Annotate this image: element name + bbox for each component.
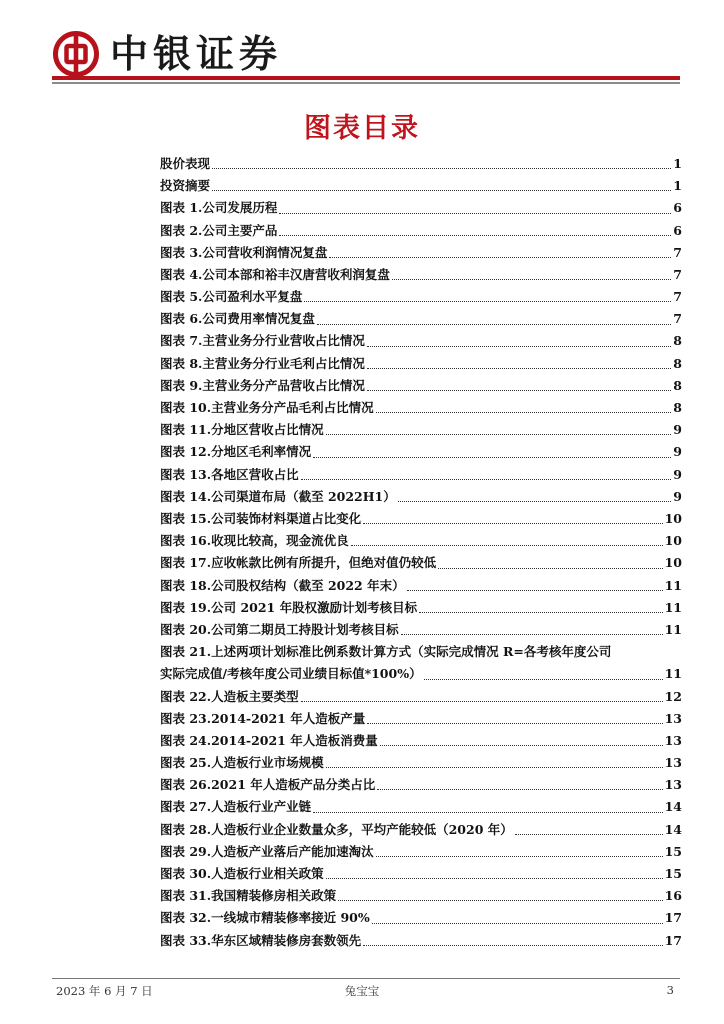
toc-entry-label-continued: 实际完成值/考核年度公司业绩目标值*100%） xyxy=(160,666,422,682)
toc-entry[interactable] xyxy=(160,397,682,419)
toc-entry-label: 图表 3.公司营收利润情况复盘 xyxy=(160,244,328,260)
toc-dot-leader xyxy=(438,568,662,569)
toc-entry-label: 图表 27.人造板行业产业链 xyxy=(160,799,312,815)
toc-dot-leader xyxy=(367,346,671,347)
toc-dot-leader xyxy=(407,590,663,591)
toc-entry[interactable] xyxy=(160,930,682,952)
header-rule-gray xyxy=(52,82,680,84)
toc-entry-label: 图表 22.人造板主要类型 xyxy=(160,688,299,704)
toc-entry[interactable] xyxy=(160,863,682,885)
toc-entry[interactable] xyxy=(160,796,682,818)
toc-dot-leader xyxy=(326,767,663,768)
toc-entry-page: 14 xyxy=(664,799,682,815)
toc-entry-page: 17 xyxy=(664,932,682,948)
toc-dot-leader xyxy=(317,324,671,325)
toc-entry[interactable] xyxy=(160,242,682,264)
toc-dot-leader xyxy=(398,501,672,502)
toc-entry-label: 图表 32.一线城市精装修率接近 90% xyxy=(160,910,370,926)
toc-entry-page: 7 xyxy=(673,289,682,305)
toc-entry-label: 图表 11.分地区营收占比情况 xyxy=(160,422,324,438)
toc-entry-label: 图表 4.公司本部和裕丰汉唐营收利润复盘 xyxy=(160,266,390,282)
toc-entry-page: 9 xyxy=(673,444,682,460)
toc-entry-label: 图表 1.公司发展历程 xyxy=(160,200,278,216)
toc-entry-label: 图表 12.分地区毛利率情况 xyxy=(160,444,312,460)
toc-entry-page: 15 xyxy=(664,843,682,859)
toc-entry-label: 图表 25.人造板行业市场规模 xyxy=(160,755,324,771)
toc-entry-label: 图表 23.2014-2021 年人造板产量 xyxy=(160,710,366,726)
toc-entry-label: 图表 21.上述两项计划标准比例系数计算方式（实际完成情况 R=各考核年度公司 xyxy=(160,644,612,660)
toc-entry-label: 图表 29.人造板产业落后产能加速淘汰 xyxy=(160,843,374,859)
toc-dot-leader xyxy=(212,168,671,169)
brand-name: 中银证券 xyxy=(110,32,283,76)
toc-entry[interactable] xyxy=(160,708,682,730)
toc-entry-label: 图表 5.公司盈利水平复盘 xyxy=(160,289,303,305)
toc-entry[interactable] xyxy=(160,752,682,774)
toc-entry-label: 图表 7.主营业务分行业营收占比情况 xyxy=(160,333,365,349)
toc-entry[interactable] xyxy=(160,375,682,397)
toc-entry-label: 图表 31.我国精装修房相关政策 xyxy=(160,888,337,904)
toc-dot-leader xyxy=(380,745,663,746)
toc-dot-leader xyxy=(279,235,671,236)
toc-dot-leader xyxy=(363,523,662,524)
toc-entry-label: 投资摘要 xyxy=(160,178,211,194)
toc-entry-page: 7 xyxy=(673,311,682,327)
toc-entry-label: 图表 24.2014-2021 年人造板消费量 xyxy=(160,732,378,748)
toc-entry-label: 图表 14.公司渠道布局（截至 2022H1） xyxy=(160,488,396,504)
toc-entry-label: 图表 9.主营业务分产品营收占比情况 xyxy=(160,377,365,393)
toc-entry[interactable] xyxy=(160,308,682,330)
toc-entry[interactable] xyxy=(160,885,682,907)
toc-entry-page: 16 xyxy=(664,888,682,904)
toc-entry-label: 图表 17.应收帐款比例有所提升，但绝对值仍较低 xyxy=(160,555,437,571)
toc-dot-leader xyxy=(376,856,663,857)
toc-dot-leader xyxy=(301,701,663,702)
toc-entry-page: 8 xyxy=(673,355,682,371)
toc-entry[interactable] xyxy=(160,641,682,685)
toc-dot-leader xyxy=(326,434,672,435)
toc-entry-page: 8 xyxy=(673,333,682,349)
toc-entry-page: 14 xyxy=(664,821,682,837)
toc-dot-leader xyxy=(367,368,671,369)
toc-entry[interactable] xyxy=(160,530,682,552)
toc-dot-leader xyxy=(304,301,671,302)
toc-entry-label: 图表 6.公司费用率情况复盘 xyxy=(160,311,315,327)
toc-dot-leader xyxy=(279,213,671,214)
toc-entry-page: 13 xyxy=(664,777,682,793)
toc-entry[interactable] xyxy=(160,619,682,641)
toc-entry-page: 13 xyxy=(664,755,682,771)
toc-dot-leader xyxy=(351,545,663,546)
toc-entry-label: 图表 30.人造板行业相关政策 xyxy=(160,866,324,881)
toc-entry-page: 9 xyxy=(673,466,682,482)
toc-entry-line2 xyxy=(160,663,682,685)
toc-entry[interactable] xyxy=(160,441,682,463)
toc-dot-leader xyxy=(377,789,662,790)
toc-entry[interactable] xyxy=(160,686,682,708)
toc-entry[interactable] xyxy=(160,774,682,796)
toc-dot-leader xyxy=(515,834,663,835)
toc-dot-leader xyxy=(424,679,663,680)
toc-dot-leader xyxy=(367,390,671,391)
toc-entry-label: 图表 2.公司主要产品 xyxy=(160,222,278,238)
toc-entry-page: 10 xyxy=(664,510,682,526)
toc-dot-leader xyxy=(326,878,663,879)
toc-entry[interactable] xyxy=(160,464,682,486)
toc-entry[interactable] xyxy=(160,264,682,286)
table-of-contents xyxy=(160,153,682,952)
toc-entry[interactable] xyxy=(160,575,682,597)
footer-rule xyxy=(52,978,680,979)
toc-dot-leader xyxy=(376,412,672,413)
toc-entry[interactable] xyxy=(160,175,682,197)
toc-entry[interactable] xyxy=(160,819,682,841)
toc-entry-page: 6 xyxy=(673,222,682,238)
toc-entry-label: 图表 13.各地区营收占比 xyxy=(160,466,299,482)
header-rule-red xyxy=(52,76,680,80)
toc-entry[interactable] xyxy=(160,597,682,619)
toc-entry[interactable] xyxy=(160,331,682,353)
toc-entry-label: 图表 28.人造板行业企业数量众多，平均产能较低（2020 年） xyxy=(160,821,513,837)
toc-entry-page: 17 xyxy=(664,910,682,926)
toc-entry-label: 图表 16.收现比较高，现金流优良 xyxy=(160,533,349,549)
toc-dot-leader xyxy=(363,945,662,946)
toc-entry[interactable] xyxy=(160,153,682,175)
toc-entry-page: 8 xyxy=(673,400,682,416)
toc-dot-leader xyxy=(401,634,663,635)
toc-entry-page: 11 xyxy=(664,599,682,615)
toc-entry-page: 13 xyxy=(664,710,682,726)
toc-entry[interactable] xyxy=(160,419,682,441)
toc-entry-page: 12 xyxy=(664,688,682,704)
page-header xyxy=(52,24,680,82)
toc-entry-label: 图表 8.主营业务分行业毛利占比情况 xyxy=(160,355,365,371)
toc-entry-page: 1 xyxy=(673,155,682,171)
toc-title: 图表目录 xyxy=(304,113,420,144)
toc-entry[interactable] xyxy=(160,907,682,929)
footer-company: 兔宝宝 xyxy=(344,984,380,998)
toc-entry[interactable] xyxy=(160,841,682,863)
toc-entry-page: 6 xyxy=(673,200,682,216)
toc-entry-label: 图表 33.华东区域精装修房套数领先 xyxy=(160,932,362,948)
toc-dot-leader xyxy=(301,479,672,480)
footer-date: 2023 年 6 月 7 日 xyxy=(56,984,153,998)
toc-dot-leader xyxy=(338,900,662,901)
toc-entry-label: 股价表现 xyxy=(160,155,211,171)
toc-entry-page: 9 xyxy=(673,488,682,504)
toc-entry-page: 9 xyxy=(673,422,682,438)
toc-entry[interactable] xyxy=(160,730,682,752)
toc-dot-leader xyxy=(372,923,663,924)
toc-entry-label: 图表 18.公司股权结构（截至 2022 年末） xyxy=(160,577,405,593)
toc-entry-line1 xyxy=(160,641,682,663)
toc-entry-page: 11 xyxy=(664,621,682,637)
toc-entry-page: 15 xyxy=(664,866,682,881)
toc-entry-page: 10 xyxy=(664,555,682,571)
toc-dot-leader xyxy=(313,812,662,813)
footer-page-number: 3 xyxy=(666,983,674,997)
toc-entry[interactable] xyxy=(160,286,682,308)
toc-entry-page: 10 xyxy=(664,533,682,549)
toc-entry[interactable] xyxy=(160,552,682,574)
toc-entry-label: 图表 15.公司装饰材料渠道占比变化 xyxy=(160,510,362,526)
toc-dot-leader xyxy=(392,279,671,280)
bank-of-china-logo-icon xyxy=(52,30,100,78)
toc-entry-page: 7 xyxy=(673,266,682,282)
toc-entry[interactable] xyxy=(160,353,682,375)
toc-entry[interactable] xyxy=(160,220,682,242)
toc-entry-label: 图表 26.2021 年人造板产品分类占比 xyxy=(160,777,376,793)
toc-entry[interactable] xyxy=(160,197,682,219)
toc-entry-label: 图表 19.公司 2021 年股权激励计划考核目标 xyxy=(160,599,418,615)
toc-entry-page: 11 xyxy=(664,666,682,682)
toc-entry-label: 图表 10.主营业务分产品毛利占比情况 xyxy=(160,400,374,416)
toc-dot-leader xyxy=(313,457,671,458)
toc-entry-page: 7 xyxy=(673,244,682,260)
toc-entry[interactable] xyxy=(160,508,682,530)
toc-entry-page: 13 xyxy=(664,732,682,748)
toc-dot-leader xyxy=(329,257,671,258)
toc-dot-leader xyxy=(367,723,662,724)
toc-entry-page: 8 xyxy=(673,377,682,393)
toc-dot-leader xyxy=(419,612,663,613)
toc-entry-page: 11 xyxy=(664,577,682,593)
toc-dot-leader xyxy=(212,190,671,191)
toc-entry[interactable] xyxy=(160,486,682,508)
toc-entry-page: 1 xyxy=(673,178,682,194)
toc-entry-label: 图表 20.公司第二期员工持股计划考核目标 xyxy=(160,621,399,637)
